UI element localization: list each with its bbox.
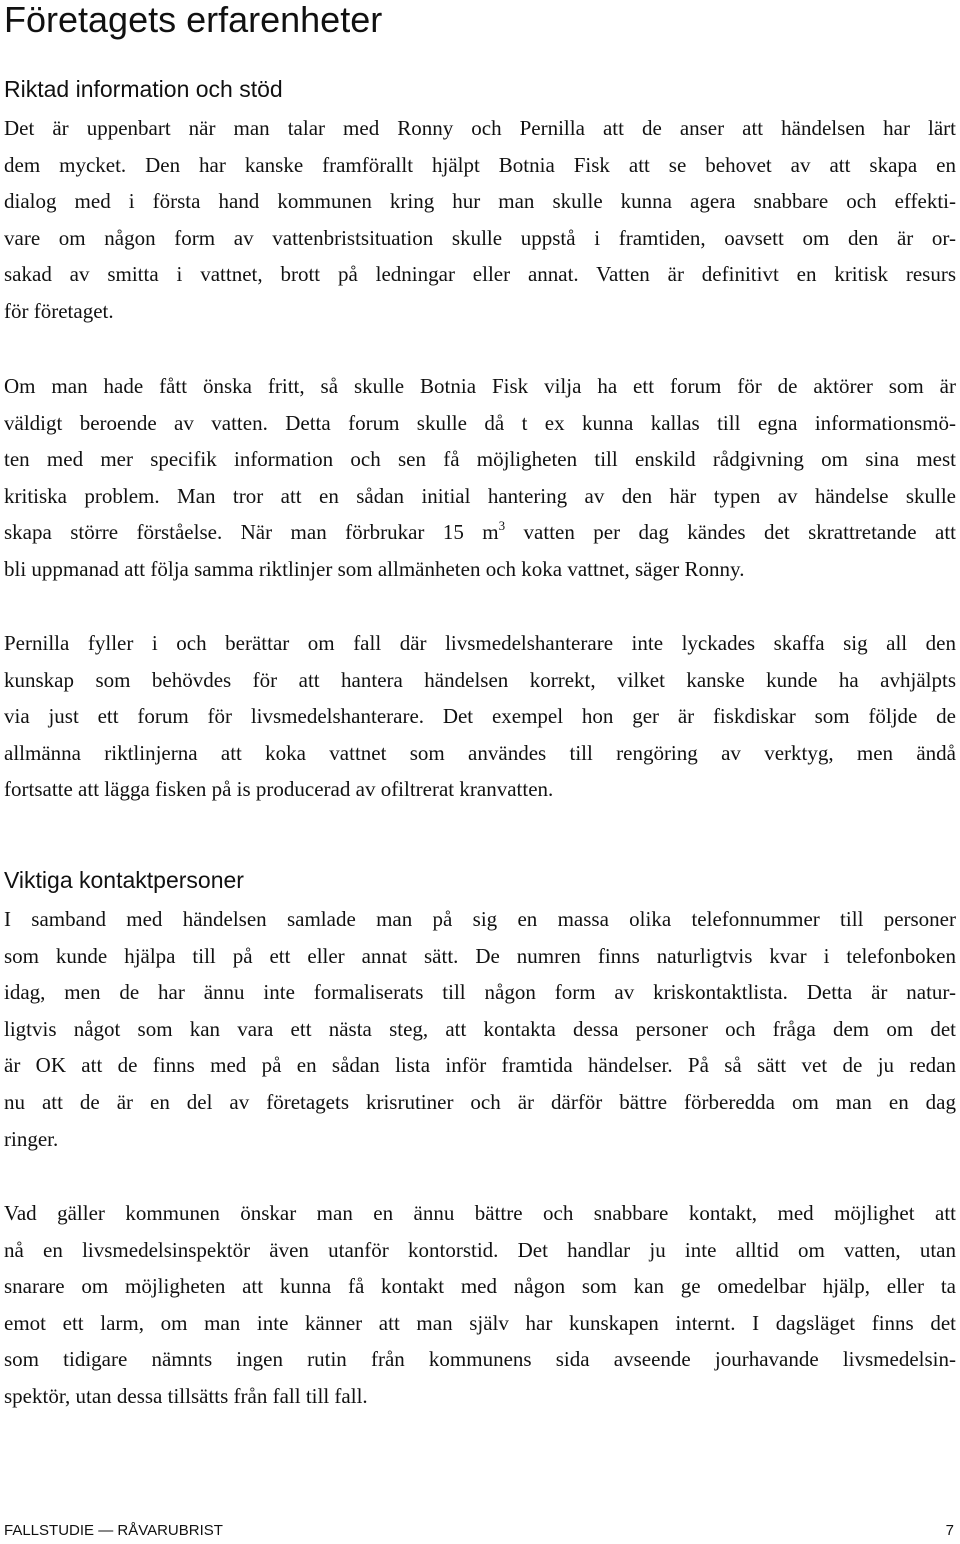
paragraph-line: som tidigare nämnts ingen rutin från kommunens sida avseende jourhavande livsmedelsin- — [4, 1347, 956, 1372]
section-heading-riktad-information: Riktad information och stöd — [4, 76, 283, 102]
paragraph-line — [4, 514, 956, 551]
paragraph-4 — [4, 901, 956, 1157]
paragraph-line: snarare om möjligheten att kunna få kontakt med någon som kan ge omedelbar hjälp, eller ta — [4, 1274, 956, 1299]
paragraph-line: ten med mer specifik information och sen få möjligheten till enskild rådgivning om sina mest — [4, 447, 956, 472]
paragraph-3 — [4, 625, 956, 808]
section-heading-viktiga-kontaktpersoner: Viktiga kontaktpersoner — [4, 867, 244, 893]
paragraph-line: idag, men de har ännu inte formaliserats till någon form av kriskontaktlista. Detta är natur- — [4, 980, 956, 1005]
paragraph-line: nu att de är en del av företagets krisrutiner och är därför bättre förberedda om man en dag — [4, 1089, 956, 1114]
page-title: Företagets erfarenheter — [4, 0, 383, 40]
paragraph-line: dem mycket. Den har kanske framförallt hjälpt Botnia Fisk att se behovet av att skapa en — [4, 152, 956, 177]
paragraph-line: Om man hade fått önska fritt, så skulle Botnia Fisk vilja ha ett forum för de aktörer som är — [4, 374, 956, 398]
paragraph-line: allmänna riktlinjerna att koka vattnet som användes till rengöring av verktyg, men ändå — [4, 740, 956, 765]
footer-document-title: FALLSTUDIE — RÅVARUBRIST — [4, 1522, 223, 1539]
paragraph-line: dialog med i första hand kommunen kring hur man skulle kunna agera snabbare och effekti- — [4, 189, 956, 214]
paragraph-line: väldigt beroende av vatten. Detta forum skulle då t ex kunna kallas till egna informationsmö- — [4, 410, 956, 435]
paragraph-line: för företaget. — [4, 298, 114, 323]
superscript-exponent: 3 — [498, 518, 506, 534]
paragraph-line: emot ett larm, om man inte känner att man själv har kunskapen internt. I dagsläget finns det — [4, 1310, 956, 1335]
text-fragment: skapa större förståelse. När man förbrukar 15 m — [4, 520, 499, 545]
paragraph-line: kritiska problem. Man tror att en sådan initial hantering av den här typen av händelse skulle — [4, 483, 956, 508]
paragraph-line: ringer. — [4, 1126, 59, 1151]
paragraph-line: I samband med händelsen samlade man på sig en massa olika telefonnummer till personer — [4, 907, 956, 931]
paragraph-line: fortsatte att lägga fisken på is producerad av ofiltrerat kranvatten. — [4, 777, 554, 802]
paragraph-line: bli uppmanad att följa samma riktlinjer som allmänheten och koka vattnet, säger Ronny. — [4, 556, 745, 581]
paragraph-2 — [4, 368, 956, 588]
paragraph-line: kunskap som behövdes för att hantera händelsen korrekt, vilket kanske kunde ha avhjälpts — [4, 667, 956, 692]
text-fragment: vatten per dag kändes det skrattretande att — [505, 520, 956, 545]
footer-page-number: 7 — [945, 1522, 954, 1539]
paragraph-5 — [4, 1195, 956, 1415]
paragraph-1 — [4, 110, 956, 330]
paragraph-line: vare om någon form av vattenbristsituation skulle uppstå i framtiden, oavsett om den är or- — [4, 225, 956, 250]
paragraph-line: spektör, utan dessa tillsätts från fall till fall. — [4, 1383, 368, 1408]
paragraph-line: som kunde hjälpa till på ett eller annat sätt. De numren finns naturligtvis kvar i telefonboken — [4, 943, 956, 968]
paragraph-line: via just ett forum för livsmedelshanterare. Det exempel hon ger är fiskdiskar som följde de — [4, 704, 956, 729]
paragraph-line: Vad gäller kommunen önskar man en ännu bättre och snabbare kontakt, med möjlighet att — [4, 1201, 956, 1225]
paragraph-line: Det är uppenbart när man talar med Ronny och Pernilla att de anser att händelsen har lärt — [4, 116, 956, 140]
paragraph-line: är OK att de finns med på en sådan lista inför framtida händelser. På så sätt vet de ju redan — [4, 1053, 956, 1078]
paragraph-line: nå en livsmedelsinspektör även utanför kontorstid. Det handlar ju inte alltid om vatten, utan — [4, 1237, 956, 1262]
paragraph-line: ligtvis något som kan vara ett nästa steg, att kontakta dessa personer och fråga dem om det — [4, 1016, 956, 1041]
paragraph-line: Pernilla fyller i och berättar om fall där livsmedelshanterare inte lyckades skaffa sig all den — [4, 631, 956, 655]
paragraph-line: sakad av smitta i vattnet, brott på ledningar eller annat. Vatten är definitivt en kritisk resurs — [4, 262, 956, 287]
